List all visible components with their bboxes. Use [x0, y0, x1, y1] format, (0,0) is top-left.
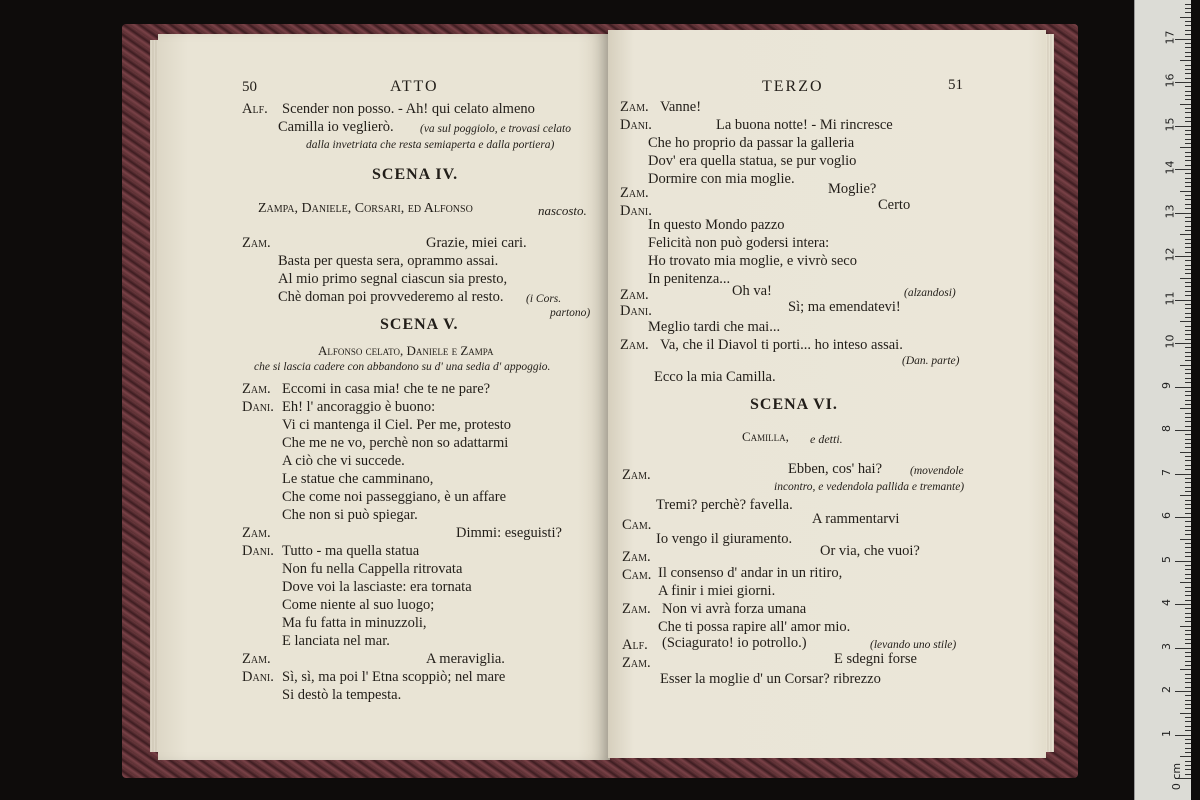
ruler-tick	[1185, 765, 1191, 766]
ruler-tick	[1185, 143, 1191, 144]
ruler-tick	[1185, 547, 1191, 548]
ruler-tick	[1185, 674, 1191, 675]
ruler-tick	[1185, 165, 1191, 166]
verse-line: Vanne!	[660, 99, 702, 115]
ruler-tick	[1185, 656, 1191, 657]
ruler-tick	[1185, 269, 1191, 270]
ruler-tick	[1185, 160, 1191, 161]
ruler-tick	[1185, 34, 1191, 35]
verse-line: A finir i miei giorni.	[658, 583, 776, 599]
ruler-tick	[1185, 121, 1191, 122]
speaker: Zam.	[242, 651, 271, 667]
verse-line: Ma fu fatta in minuzzoli,	[282, 615, 427, 631]
ruler-tick	[1175, 691, 1191, 692]
ruler-tick	[1175, 648, 1191, 649]
ruler-label: 16	[1163, 73, 1177, 88]
ruler-tick	[1185, 8, 1191, 9]
ruler-tick	[1185, 491, 1191, 492]
verse-line: Non fu nella Cappella ritrovata	[282, 561, 463, 577]
ruler-tick	[1180, 669, 1191, 670]
ruler-tick	[1180, 321, 1191, 322]
ruler-tick	[1175, 256, 1191, 257]
ruler-tick	[1185, 417, 1191, 418]
ruler-tick	[1175, 39, 1191, 40]
verse-line: Che ti possa rapire all' amor mio.	[658, 619, 851, 635]
ruler-label: 1	[1160, 729, 1173, 737]
ruler-tick	[1185, 252, 1191, 253]
speaker: Zam.	[242, 235, 271, 251]
verse-line: A meraviglia.	[426, 651, 505, 667]
verse-line: Oh va!	[732, 283, 772, 299]
ruler-tick	[1185, 313, 1191, 314]
stage-direction: (alzandosi)	[904, 287, 956, 299]
ruler-label: 9	[1160, 381, 1173, 389]
speaker: Dani.	[242, 543, 274, 559]
ruler-tick	[1185, 247, 1191, 248]
ruler-tick	[1185, 591, 1191, 592]
ruler-tick	[1185, 260, 1191, 261]
ruler-tick	[1180, 104, 1191, 105]
ruler-tick	[1185, 743, 1191, 744]
speaker: Zam.	[620, 287, 649, 303]
verse-line: Camilla io veglierò.	[278, 119, 394, 135]
verse-line: Felicità non può godersi intera:	[648, 235, 830, 251]
ruler-label: 3	[1160, 642, 1173, 650]
ruler-tick	[1185, 139, 1191, 140]
ruler-tick	[1185, 78, 1191, 79]
ruler-tick	[1185, 460, 1191, 461]
verse-line: In penitenza...	[648, 271, 731, 287]
ruler-tick	[1185, 391, 1191, 392]
verse-line: Ebben, cos' hai?	[788, 461, 883, 477]
ruler-tick	[1180, 60, 1191, 61]
ruler-tick	[1185, 621, 1191, 622]
ruler-tick	[1185, 504, 1191, 505]
ruler-tick	[1185, 665, 1191, 666]
ruler-tick	[1180, 191, 1191, 192]
ruler-tick	[1185, 334, 1191, 335]
ruler-tick	[1185, 99, 1191, 100]
ruler-tick	[1185, 617, 1191, 618]
ruler-tick	[1185, 182, 1191, 183]
ruler-tick	[1185, 639, 1191, 640]
ruler-tick	[1185, 426, 1191, 427]
ruler-label: 7	[1160, 468, 1173, 476]
stage-direction: che si lascia cadere con abbandono su d' una sedia d' appoggio.	[254, 361, 551, 373]
ruler-tick	[1185, 173, 1191, 174]
ruler-tick	[1175, 300, 1191, 301]
ruler-tick	[1185, 761, 1191, 762]
ruler-label: 2	[1160, 686, 1173, 693]
cast-list: Alfonso celato, Daniele e Zampa	[318, 343, 494, 358]
ruler-tick	[1185, 286, 1191, 287]
verse-line: Che ho proprio da passar la galleria	[648, 135, 855, 151]
ruler-tick	[1185, 600, 1191, 601]
verse-line: Che non si può spiegar.	[282, 507, 418, 523]
ruler-tick	[1180, 147, 1191, 148]
ruler-label: 10	[1163, 334, 1177, 349]
ruler-tick	[1185, 469, 1191, 470]
ruler-tick	[1175, 387, 1191, 388]
ruler-tick	[1185, 643, 1191, 644]
verse-line: (Sciagurato! io potrollo.)	[662, 635, 807, 651]
speaker: Zam.	[242, 381, 271, 397]
ruler-tick	[1175, 82, 1191, 83]
ruler-tick	[1175, 735, 1191, 736]
speaker: Alf.	[242, 101, 268, 117]
speaker: Zam.	[622, 467, 651, 483]
ruler-tick	[1185, 130, 1191, 131]
ruler-tick	[1185, 65, 1191, 66]
ruler-tick	[1185, 56, 1191, 57]
ruler-tick	[1185, 508, 1191, 509]
ruler-label: 13	[1163, 204, 1177, 218]
ruler-tick	[1185, 774, 1191, 775]
ruler-tick	[1185, 21, 1191, 22]
verse-line: Che me ne vo, perchè non so adattarmi	[282, 435, 509, 451]
verse-line: Moglie?	[828, 181, 877, 197]
ruler-tick	[1185, 748, 1191, 749]
ruler-tick	[1185, 552, 1191, 553]
verse-line: Dov' era quella statua, se pur voglio	[648, 153, 857, 169]
verse-line: Grazie, miei cari.	[426, 235, 527, 251]
speaker: Dani.	[620, 303, 652, 319]
ruler-tick	[1185, 73, 1191, 74]
right-page	[608, 30, 1046, 758]
verse-line: Sì; ma emendatevi!	[788, 299, 901, 315]
ruler-tick	[1185, 356, 1191, 357]
ruler-tick	[1185, 30, 1191, 31]
ruler-tick	[1185, 243, 1191, 244]
speaker: Zam.	[620, 337, 649, 353]
ruler-label: 0 cm	[1170, 762, 1184, 791]
ruler-tick	[1185, 700, 1191, 701]
ruler-label: 4	[1160, 599, 1173, 606]
ruler-tick	[1185, 291, 1191, 292]
verse-line: Basta per questa sera, oprammo assai.	[278, 253, 499, 269]
speaker: Cam.	[622, 517, 652, 533]
verse-line: Il consenso d' andar in un ritiro,	[658, 565, 843, 581]
speaker: Dani.	[620, 117, 652, 133]
ruler-tick	[1185, 769, 1191, 770]
ruler-tick	[1180, 17, 1191, 18]
ruler-tick	[1185, 373, 1191, 374]
ruler-tick	[1185, 282, 1191, 283]
stage-direction: partono)	[550, 307, 591, 319]
cast-note: e detti.	[810, 432, 843, 446]
ruler-tick	[1185, 752, 1191, 753]
speaker: Zam.	[622, 601, 651, 617]
scene-heading: SCENA IV.	[372, 166, 459, 183]
verse-line: Vi ci mantenga il Ciel. Per me, protesto	[282, 417, 512, 433]
stage-direction: dalla invetriata che resta semiaperta e dalla portiera)	[306, 139, 555, 151]
ruler-tick	[1175, 126, 1191, 127]
ruler-tick	[1185, 47, 1191, 48]
ruler-tick	[1185, 52, 1191, 53]
ruler-tick	[1185, 221, 1191, 222]
ruler-tick	[1185, 108, 1191, 109]
ruler-tick	[1185, 682, 1191, 683]
stage-direction: (levando uno stile)	[870, 639, 957, 651]
ruler-tick	[1185, 634, 1191, 635]
ruler-tick	[1185, 43, 1191, 44]
ruler-tick	[1185, 534, 1191, 535]
ruler-tick	[1185, 112, 1191, 113]
ruler-tick	[1185, 378, 1191, 379]
ruler-tick	[1185, 360, 1191, 361]
ruler-tick	[1185, 308, 1191, 309]
ruler-tick	[1185, 482, 1191, 483]
ruler-tick	[1185, 400, 1191, 401]
verse-line: Va, che il Diavol ti porti... ho inteso assai.	[660, 337, 903, 353]
ruler-tick	[1185, 487, 1191, 488]
ruler-tick	[1175, 561, 1191, 562]
ruler-tick	[1185, 708, 1191, 709]
speaker: Zam.	[622, 655, 651, 671]
ruler-label: 15	[1163, 117, 1177, 131]
cast-list: Zampa, Daniele, Corsari, ed Alfonso	[258, 201, 473, 216]
speaker: Dani.	[242, 669, 274, 685]
ruler-tick	[1185, 717, 1191, 718]
ruler-tick	[1175, 343, 1191, 344]
ruler-tick	[1185, 204, 1191, 205]
ruler-tick	[1185, 178, 1191, 179]
speaker: Zam.	[620, 185, 649, 201]
verse-line: Eccomi in casa mia! che te ne pare?	[282, 381, 491, 397]
verse-line: A rammentarvi	[812, 511, 900, 527]
ruler-tick	[1185, 69, 1191, 70]
verse-line: Sì, sì, ma poi l' Etna scoppiò; nel mare	[282, 669, 506, 685]
running-head: ATTO	[390, 78, 439, 95]
stage-direction: (i Cors.	[526, 293, 562, 305]
speaker: Dani.	[242, 399, 274, 415]
ruler-tick	[1185, 578, 1191, 579]
speaker: Zam.	[622, 549, 651, 565]
ruler-tick	[1185, 443, 1191, 444]
ruler-tick	[1185, 630, 1191, 631]
ruler-label: 17	[1163, 30, 1177, 44]
ruler-tick	[1185, 608, 1191, 609]
ruler-tick	[1185, 521, 1191, 522]
ruler-tick	[1185, 208, 1191, 209]
ruler-tick	[1175, 517, 1191, 518]
ruler-tick	[1185, 186, 1191, 187]
stage-direction: (movendole	[910, 465, 964, 477]
ruler-tick	[1180, 234, 1191, 235]
ruler-tick	[1185, 382, 1191, 383]
ruler-tick	[1175, 213, 1191, 214]
speaker: Zam.	[242, 525, 271, 541]
ruler-tick	[1185, 587, 1191, 588]
ruler-tick	[1180, 408, 1191, 409]
ruler-tick	[1185, 295, 1191, 296]
ruler-tick	[1185, 421, 1191, 422]
verse-line: La buona notte! - Mi rincresce	[716, 117, 893, 133]
ruler-tick	[1185, 565, 1191, 566]
ruler-tick	[1185, 265, 1191, 266]
ruler-tick	[1185, 569, 1191, 570]
ruler-tick	[1185, 330, 1191, 331]
ruler-tick	[1180, 278, 1191, 279]
verse-line: Si destò la tempesta.	[282, 687, 402, 703]
ruler-tick	[1180, 495, 1191, 496]
verse-line: Tremi? perchè? favella.	[656, 497, 793, 513]
verse-line: Certo	[878, 197, 911, 213]
ruler-tick	[1185, 217, 1191, 218]
scene-heading: SCENA V.	[380, 316, 459, 333]
ruler-tick	[1175, 604, 1191, 605]
ruler-label: 6	[1160, 512, 1173, 519]
verse-line: Chè doman poi provvederemo al resto.	[278, 289, 504, 305]
verse-line: E lanciata nel mar.	[282, 633, 390, 649]
cast-list: Camilla,	[742, 429, 789, 444]
verse-line: Esser la moglie d' un Corsar? ribrezzo	[660, 671, 881, 687]
verse-line: Or via, che vuoi?	[820, 543, 920, 559]
ruler-tick	[1180, 452, 1191, 453]
speaker: Zam.	[620, 99, 649, 115]
verse-line: Scender non posso. - Ah! qui celato almeno	[282, 101, 535, 117]
ruler-tick	[1180, 626, 1191, 627]
ruler-label: 11	[1163, 291, 1177, 305]
ruler-tick	[1185, 117, 1191, 118]
ruler-tick	[1185, 530, 1191, 531]
ruler-tick	[1185, 339, 1191, 340]
ruler-tick	[1185, 156, 1191, 157]
ruler-tick	[1185, 91, 1191, 92]
cast-note: nascosto.	[538, 203, 587, 218]
ruler-tick	[1185, 134, 1191, 135]
speaker: Alf.	[622, 637, 648, 653]
scene-heading: SCENA VI.	[750, 396, 838, 413]
ruler-tick	[1185, 574, 1191, 575]
verse-line: Eh! l' ancoraggio è buono:	[282, 399, 436, 415]
ruler-tick	[1175, 169, 1191, 170]
ruler-tick	[1185, 239, 1191, 240]
ruler-tick	[1185, 456, 1191, 457]
verse-line: Io vengo il giuramento.	[656, 531, 793, 547]
ruler-tick	[1185, 513, 1191, 514]
ruler-tick	[1185, 739, 1191, 740]
ruler-tick	[1185, 25, 1191, 26]
measuring-ruler	[1134, 0, 1191, 800]
speaker: Cam.	[622, 567, 652, 583]
ruler-tick	[1185, 695, 1191, 696]
running-head: TERZO	[762, 78, 824, 95]
verse-line: Le statue che camminano,	[282, 471, 434, 487]
ruler-tick	[1185, 226, 1191, 227]
page-number: 51	[948, 77, 963, 93]
ruler-tick	[1175, 474, 1191, 475]
ruler-tick	[1185, 730, 1191, 731]
ruler-tick	[1185, 95, 1191, 96]
ruler-label: 8	[1160, 425, 1173, 432]
ruler-tick	[1180, 756, 1191, 757]
verse-line: Dormire con mia moglie.	[648, 171, 795, 187]
ruler-label: 5	[1160, 555, 1173, 563]
stage-direction: (va sul poggiolo, e trovasi celato	[420, 123, 571, 135]
ruler-tick	[1185, 195, 1191, 196]
ruler-tick	[1180, 365, 1191, 366]
verse-line: In questo Mondo pazzo	[648, 217, 785, 233]
ruler-tick	[1185, 230, 1191, 231]
ruler-tick	[1185, 687, 1191, 688]
ruler-tick	[1185, 678, 1191, 679]
verse-line: Che come noi passeggiano, è un affare	[282, 489, 506, 505]
ruler-tick	[1180, 582, 1191, 583]
page-number: 50	[242, 79, 257, 95]
verse-line: A ciò che vi succede.	[282, 453, 405, 469]
ruler-tick	[1185, 595, 1191, 596]
ruler-tick	[1185, 439, 1191, 440]
verse-line: Dove voi la lasciaste: era tornata	[282, 579, 472, 595]
ruler-tick	[1185, 369, 1191, 370]
stage-direction: (Dan. parte)	[902, 355, 960, 367]
ruler-tick	[1185, 304, 1191, 305]
verse-line: Meglio tardi che mai...	[648, 319, 781, 335]
ruler-tick	[1185, 543, 1191, 544]
ruler-tick	[1185, 726, 1191, 727]
ruler-tick	[1180, 713, 1191, 714]
ruler-tick	[1185, 273, 1191, 274]
verse-line: Come niente al suo luogo;	[282, 597, 435, 613]
ruler-tick	[1185, 500, 1191, 501]
verse-line: Ho trovato mia moglie, e vivrò seco	[648, 253, 857, 269]
ruler-tick	[1185, 652, 1191, 653]
speaker: Dani.	[620, 203, 652, 219]
ruler-tick	[1185, 4, 1191, 5]
ruler-tick	[1185, 478, 1191, 479]
verse-line: Dimmi: eseguisti?	[456, 525, 562, 541]
left-page	[158, 34, 610, 760]
ruler-tick	[1185, 704, 1191, 705]
ruler-tick	[1180, 539, 1191, 540]
ruler-tick	[1185, 199, 1191, 200]
ruler-tick	[1185, 556, 1191, 557]
verse-line: Al mio primo segnal ciascun sia presto,	[278, 271, 508, 287]
ruler-tick	[1185, 12, 1191, 13]
ruler-tick	[1185, 465, 1191, 466]
ruler-label: 14	[1163, 160, 1177, 175]
ruler-tick	[1185, 613, 1191, 614]
verse-line: Ecco la mia Camilla.	[654, 369, 776, 385]
ruler-tick	[1185, 395, 1191, 396]
ruler-tick	[1185, 347, 1191, 348]
ruler-tick	[1185, 447, 1191, 448]
ruler-tick	[1185, 326, 1191, 327]
ruler-tick	[1185, 317, 1191, 318]
ruler-tick	[1185, 404, 1191, 405]
ruler-tick	[1185, 721, 1191, 722]
ruler-tick	[1185, 152, 1191, 153]
ruler-label: 12	[1163, 247, 1177, 262]
ruler-tick	[1175, 430, 1191, 431]
verse-line: Tutto - ma quella statua	[282, 543, 420, 559]
ruler-tick	[1185, 413, 1191, 414]
verse-line: Non vi avrà forza umana	[662, 601, 807, 617]
verse-line: E sdegni forse	[834, 651, 917, 667]
ruler-tick	[1185, 352, 1191, 353]
ruler-tick	[1185, 526, 1191, 527]
ruler-tick	[1185, 86, 1191, 87]
stage-direction: incontro, e vedendola pallida e tremante)	[774, 481, 965, 493]
ruler-tick	[1185, 434, 1191, 435]
ruler-tick	[1185, 661, 1191, 662]
